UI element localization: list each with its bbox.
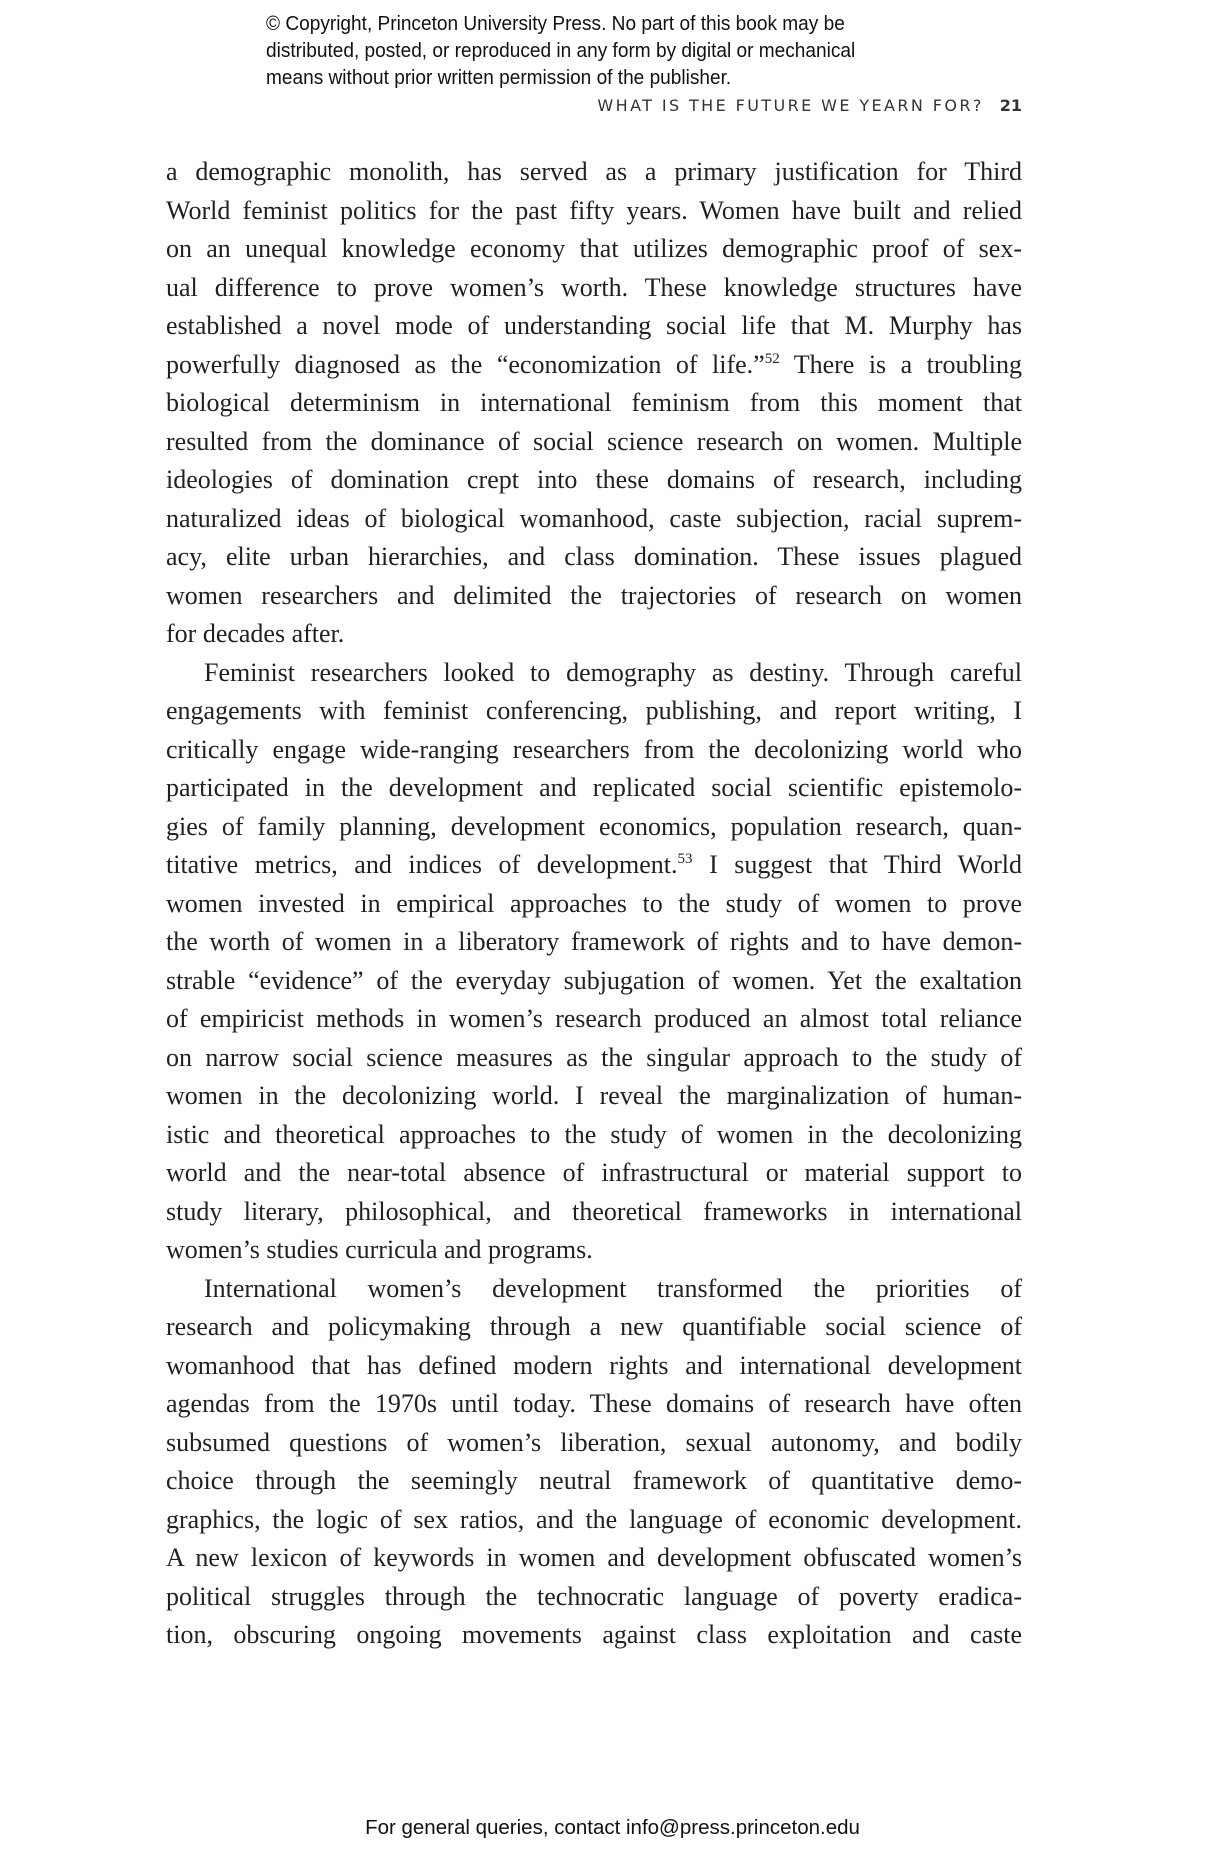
text-line xyxy=(166,192,1022,231)
text-line xyxy=(166,384,1022,423)
line-text: powerfully diagnosed as the “economization of life.” xyxy=(166,349,765,379)
line-text: study literary, philosophical, and theoretical frameworks in international xyxy=(166,1196,1022,1226)
text-line xyxy=(166,923,1022,962)
text-line xyxy=(166,269,1022,308)
line-text: ideologies of domination crept into these domains of research, including xyxy=(166,465,1022,494)
line-text: a demographic monolith, has served as a primary justification for Third xyxy=(166,157,1022,186)
line-text: for decades after. xyxy=(166,619,345,648)
line-text: titative metrics, and indices of development. xyxy=(166,850,678,879)
line-text: graphics, the logic of sex ratios, and the language of economic development. xyxy=(166,1504,1022,1534)
line-text: women’s studies curricula and programs. xyxy=(166,1235,593,1264)
text-line xyxy=(166,1616,1022,1655)
line-text: research and policymaking through a new quantifiable social science of xyxy=(166,1312,1022,1341)
text-line xyxy=(166,1385,1022,1424)
text-line xyxy=(166,846,1022,885)
text-line xyxy=(166,1308,1022,1347)
text-line xyxy=(166,808,1022,847)
line-text: biological determinism in international feminism from this moment that xyxy=(166,388,1022,417)
text-line xyxy=(166,1039,1022,1078)
line-text: strable “evidence” of the everyday subjugation of women. Yet the exaltation xyxy=(166,965,1022,995)
text-line xyxy=(166,153,1022,192)
text-line xyxy=(166,1539,1022,1578)
text-line xyxy=(166,1077,1022,1116)
footnote-reference: 52 xyxy=(764,350,780,367)
text-line xyxy=(166,731,1022,770)
text-line xyxy=(166,346,1022,385)
page-number: 21 xyxy=(999,96,1022,115)
line-text: political struggles through the technocratic language of poverty eradica- xyxy=(166,1581,1022,1611)
text-line xyxy=(166,307,1022,346)
line-text: women invested in empirical approaches to the study of women to prove xyxy=(166,888,1022,918)
line-text-continued: I suggest that Third World xyxy=(692,850,1022,879)
text-line xyxy=(166,1116,1022,1155)
line-text: International women’s development transformed the priorities of xyxy=(204,1273,1022,1303)
text-line xyxy=(166,230,1022,269)
line-text: A new lexicon of keywords in women and development obfuscated women’s xyxy=(166,1543,1022,1572)
text-line xyxy=(166,1193,1022,1232)
text-line xyxy=(166,1231,1022,1270)
text-line xyxy=(166,692,1022,731)
text-line xyxy=(166,769,1022,808)
running-head xyxy=(597,96,1022,115)
line-text: tion, obscuring ongoing movements against class exploitation and caste xyxy=(166,1620,1022,1649)
line-text: Feminist researchers looked to demography as destiny. Through careful xyxy=(204,657,1022,687)
text-line xyxy=(166,423,1022,462)
footer-contact: For general queries, contact info@press.princeton.edu xyxy=(365,1816,860,1839)
text-line xyxy=(166,538,1022,577)
line-text: women researchers and delimited the trajectories of research on women xyxy=(166,580,1022,610)
line-text: agendas from the 1970s until today. These domains of research have often xyxy=(166,1389,1022,1418)
line-text: World feminist politics for the past fifty years. Women have built and relied xyxy=(166,195,1022,225)
line-text: resulted from the dominance of social science research on women. Multiple xyxy=(166,426,1022,456)
line-text: gies of family planning, development economics, population research, quan- xyxy=(166,811,1022,841)
text-line xyxy=(166,1501,1022,1540)
line-text: established a novel mode of understanding social life that M. Murphy has xyxy=(166,311,1022,340)
text-line xyxy=(166,1000,1022,1039)
line-text: of empiricist methods in women’s research produced an almost total reliance xyxy=(166,1004,1022,1033)
line-text: world and the near-total absence of infrastructural or material support to xyxy=(166,1158,1022,1187)
text-line xyxy=(166,1578,1022,1617)
line-text-continued: There is a troubling xyxy=(779,349,1022,379)
line-text: subsumed questions of women’s liberation, sexual autonomy, and bodily xyxy=(166,1427,1022,1457)
text-line xyxy=(166,1424,1022,1463)
line-text: participated in the development and replicated social scientific epistemolo- xyxy=(166,773,1022,802)
running-head-title: WHAT IS THE FUTURE WE YEARN FOR? xyxy=(597,96,984,115)
footnote-reference: 53 xyxy=(677,851,693,867)
text-line xyxy=(166,577,1022,616)
text-line xyxy=(166,500,1022,539)
line-text: naturalized ideas of biological womanhood, caste subjection, racial suprem- xyxy=(166,503,1022,533)
text-line xyxy=(166,1347,1022,1386)
text-line xyxy=(166,654,1022,693)
line-text: engagements with feminist conferencing, publishing, and report writing, I xyxy=(166,696,1022,725)
line-text: istic and theoretical approaches to the study of women in the decolonizing xyxy=(166,1119,1022,1149)
line-text: acy, elite urban hierarchies, and class domination. These issues plagued xyxy=(166,542,1022,571)
line-text: women in the decolonizing world. I reveal the marginalization of human- xyxy=(166,1081,1022,1110)
text-line xyxy=(166,615,1022,654)
text-line xyxy=(166,461,1022,500)
line-text: critically engage wide-ranging researchers from the decolonizing world who xyxy=(166,734,1022,764)
text-line xyxy=(166,962,1022,1001)
copyright-line: means without prior written permission of the publisher. xyxy=(266,66,732,89)
line-text: the worth of women in a liberatory framework of rights and to have demon- xyxy=(166,927,1022,956)
body-text xyxy=(166,153,1022,1655)
line-text: choice through the seemingly neutral framework of quantitative demo- xyxy=(166,1466,1022,1495)
copyright-line: © Copyright, Princeton University Press. No part of this book may be xyxy=(266,12,845,35)
text-line xyxy=(166,885,1022,924)
text-line xyxy=(166,1270,1022,1309)
line-text: womanhood that has defined modern rights and international development xyxy=(166,1350,1022,1380)
text-line xyxy=(166,1154,1022,1193)
line-text: on narrow social science measures as the singular approach to the study of xyxy=(166,1042,1022,1072)
line-text: ual difference to prove women’s worth. These knowledge structures have xyxy=(166,272,1022,302)
copyright-notice xyxy=(266,10,855,91)
line-text: on an unequal knowledge economy that utilizes demographic proof of sex- xyxy=(166,234,1022,263)
text-line xyxy=(166,1462,1022,1501)
copyright-line: distributed, posted, or reproduced in any form by digital or mechanical xyxy=(266,39,856,62)
